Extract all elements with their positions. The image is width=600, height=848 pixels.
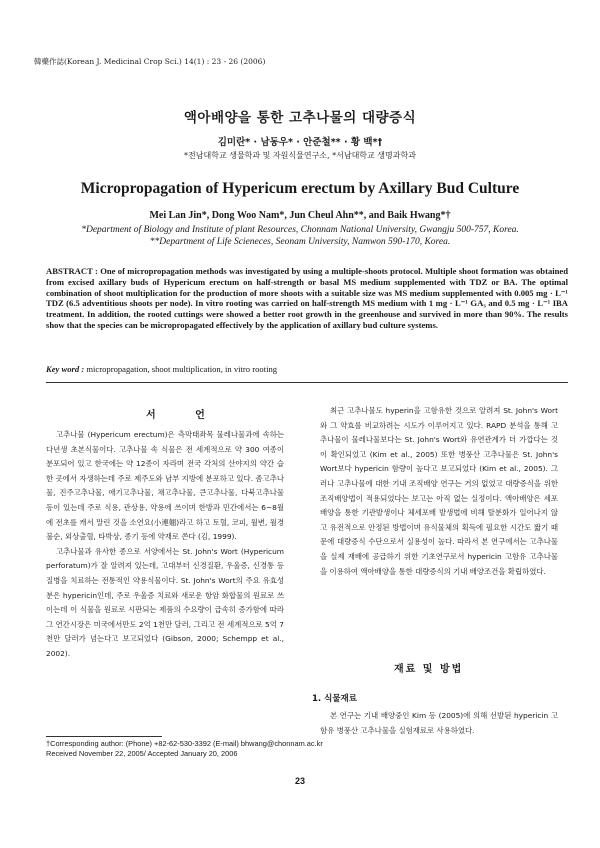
abstract-text: One of micropropagation methods was investigated by using a multiple-shoots protocol. Multiple shoot formation was obtained from excised axillary buds of Hypericum erectum on half-strength or basal MS medium supplemented with TDZ or BA. The optimal combination of shoot multiplication for the production of more shoots with a suitable size was MS medium supplemented with 0.005 mg · L⁻¹ TDZ (6.5 adventitious shoots per node). In vitro rooting was carried on half-strength MS medium with 1 mg · L⁻¹ GA₃ and 0.5 mg · L⁻¹ IBA treatment. In addition, the rooted cuttings were showed a better root growth in the greenhouse and survived in more than 90%. The results show that the species can be micropropagated effectively by the application of axillary bud culture systems.: [46, 266, 569, 330]
methods-paragraph-1: 본 연구는 기내 배양중인 Kim 등 (2005)에 의해 선발된 hypericin 고함유 병풍산 고추나물을 실험재료로 사용하였다.: [320, 711, 558, 735]
authors-korean: 김미란* · 남동우* · 안준철** · 황 백*†: [217, 137, 383, 148]
affiliation-korean: *전남대학교 생물학과 및 자원식물연구소, *서남대학교 생명과학과: [184, 151, 416, 160]
affiliation-english: [0, 224, 600, 248]
keywords-text: micropropagation, shoot multiplication, in vitro rooting: [86, 364, 278, 374]
left-column: [46, 428, 284, 662]
keywords-label: Key word :: [46, 364, 85, 374]
footnote: [46, 739, 323, 759]
right-column: [320, 404, 558, 579]
section-heading-methods: 재료 및 방법: [394, 664, 464, 675]
affiliation-english-line-2: **Department of Life Scieneces, Seonam University, Namwon 590-170, Korea.: [149, 237, 451, 247]
intro-paragraph-1: 고추나물 (Hypericum erectum)은 측막태좌목 물레나물과에 속하는 다년생 초본식물이다. 고추나물 속 식물은 전 세계적으로 약 300 여종이 분포되어 있고 한국에는 약 12종이 자라며 전국 각처의 산야지의 약간 습한 곳에서 자생하는데 주로 제주도와 남부 지방에 분포하고 있다. 좀고추나물, 진주고추나물, 애기고추나물, 채고추나물, 큰고추나물, 다북고추나물 등이 있는데 주로 식용, 관상용, 약용에 쓰이며 한방과 민간에서는 6~8월에 전초를 캐서 말린 것을 소연요(小連翹)라고 하고 토혈, 코피, 월변, 월경불순, 외상출혈, 타박상, 종기 등에 약재로 쓴다 (김, 1999).: [46, 430, 284, 542]
received-accepted: Received November 22, 2005/ Accepted January 20, 2006: [46, 749, 238, 758]
sub-heading-plant-material: 1. 식물재료: [312, 694, 357, 704]
abstract: [46, 266, 568, 331]
section-heading-introduction: 서 언: [146, 410, 223, 421]
abstract-divider: [46, 382, 568, 383]
affiliation-english-line-1: *Department of Biology and Institute of plant Resources, Chonnam National University, Gwangju 500-757, Korea.: [81, 225, 519, 235]
abstract-label: ABSTRACT :: [46, 266, 98, 276]
journal-header: 韓藥作誌(Korean J. Medicinal Crop Sci.) 14(1) : 23 - 26 (2006): [34, 57, 266, 66]
footnote-divider: [46, 736, 162, 737]
page-number: 23: [294, 776, 305, 786]
right-column-methods: [320, 709, 558, 738]
authors-english: Mei Lan Jin*, Dong Woo Nam*, Jun Cheul Ahn**, and Baik Hwang*†: [149, 210, 451, 221]
intro-paragraph-3: 최근 고추나물도 hyperin을 고함유한 것으로 알려져 St. John's Wort와 그 약효를 비교하려는 시도가 이루어지고 있다. RAPD 분석을 통해 고추나물이 물레나물보다는 St. John's Wort와 유연관계가 더 가깝다는 것이 확인되었고 (Kim et al., 2005) 또한 병풍산 고추나물은 St. John's Wort보다 hypericin 함량이 높다고 보고되었다 (Kim et al., 2005). 그러나 고추나물에 대한 기내 조직배양 연구는 거의 없었고 대량증식을 위한 조직배양법이 적용되었다는 보고는 아직 없는 실정이다. 액아배양은 세포배양을 통한 기관발생이나 체세포배 발생법에 비해 탈분화가 일어나지 않고 유전적으로 안정된 방법이며 유식물체의 획득에 필요한 시간도 짧기 때문에 대량증식 수단으로서 실용성이 높다. 따라서 본 연구에서는 고추나물을 실제 재배에 공급하기 위한 기초연구로서 hypericin 고함유 고추나물을 이용하여 액아배양을 통한 대량증식의 기내 배양조건을 확립하였다.: [320, 406, 558, 576]
corresponding-author: †Corresponding author: (Phone) +82-62-530-3392 (E-mail) bhwang@chonnam.ac.kr: [46, 739, 323, 748]
title-english: Micropropagation of Hypericum erectum by Axillary Bud Culture: [80, 180, 520, 197]
title-korean: 액아배양을 통한 고추나물의 대량증식: [183, 110, 417, 126]
intro-paragraph-2: 고추나물과 유사한 종으로 서양에서는 St. John's Wort (Hypericum perforatum)가 잘 알려져 있는데, 고대부터 신경질환, 우울증, 신경통 등 질병을 치료하는 전통적인 약용식물이다. St. John's Wort의 주요 유효성분은 hypericin인데, 주로 우울증 치료와 새로운 항암 화합물의 원료로 쓰이는데 이 식물을 원료로 시판되는 제품의 수요량이 급속히 증가함에 따라 그 연간시장은 미국에서만도 2억 1천만 달러, 그리고 전 세계적으로 5억 7천만 달러가 넘는다고 보고되었다 (Gibson, 2000; Schempp et al., 2002).: [46, 546, 284, 658]
keywords: [46, 364, 568, 374]
